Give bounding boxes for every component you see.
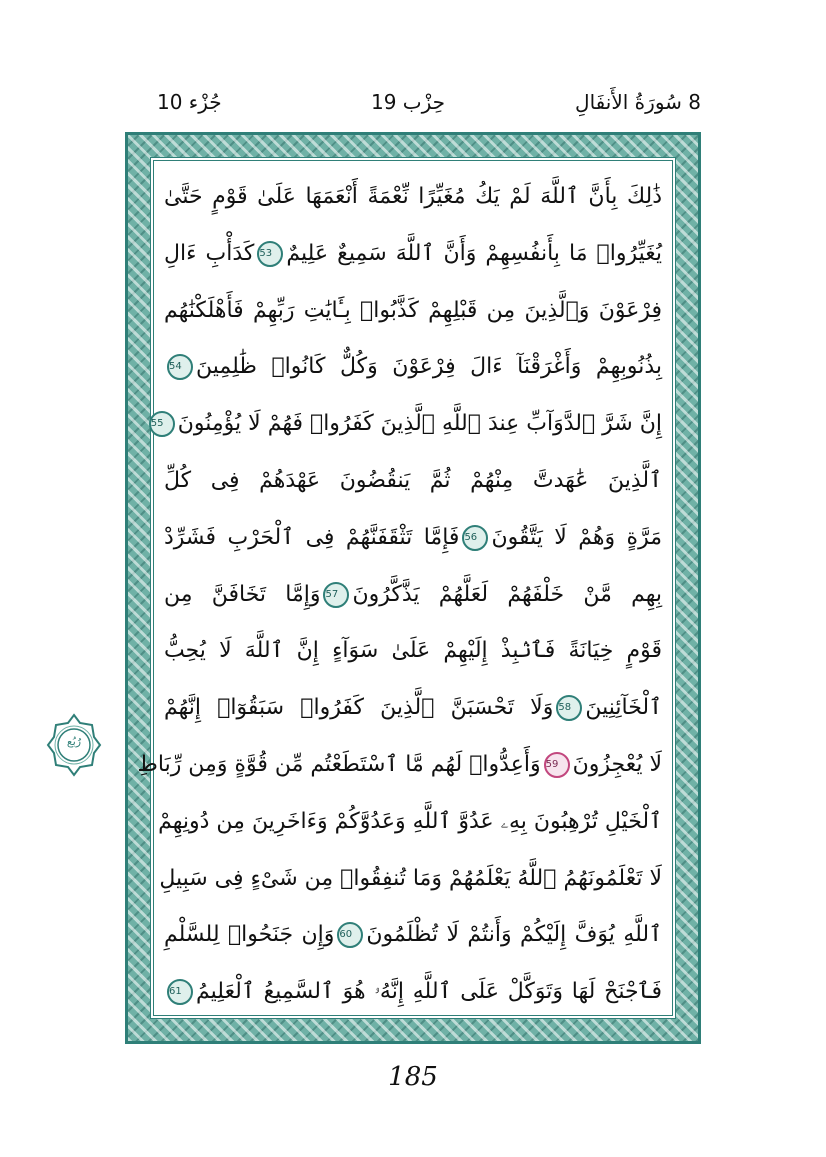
ayah-number-marker: 58 [556, 695, 582, 721]
verse-line [164, 226, 662, 283]
verse-text: ٱللَّهِ يُوَفَّ إِلَيْكُمْ وَأَنتُمْ لَا تُظْلَمُونَ [366, 922, 662, 948]
verse-text: قَوْمٍ خِيَانَةً فَٱنۢبِذْ إِلَيْهِمْ عَلَىٰ سَوَآءٍ إِنَّ ٱللَّهَ لَا يُحِبُّ [164, 638, 662, 664]
verse-line [159, 851, 662, 908]
verse-line [158, 794, 662, 851]
verse-text: وَلَا تَحْسَبَنَّ ٱلَّذِينَ كَفَرُوا۟ سَبَقُوٓا۟ إِنَّهُمْ [164, 695, 554, 721]
verse-line [164, 680, 662, 737]
verse-text: إِنَّ شَرَّ ٱلدَّوَآبِّ عِندَ ٱللَّهِ ٱلَّذِينَ كَفَرُوا۟ فَهُمْ لَا يُؤْمِنُونَ [177, 411, 662, 437]
ayah-number-marker: 53 [257, 241, 283, 267]
ornamental-frame [125, 132, 701, 1044]
rub-label: رُبُع [66, 735, 82, 748]
verse-text: ذَٰلِكَ بِأَنَّ ٱللَّهَ لَمْ يَكُ مُغَيِّرًا نِّعْمَةً أَنْعَمَهَا عَلَىٰ قَوْمٍ حَتَّىٰ [164, 184, 662, 209]
verse-line [164, 964, 662, 1021]
ayah-number-marker: 54 [167, 354, 193, 380]
ayah-number-marker: 56 [462, 525, 488, 551]
verse-text: فَٱجْنَحْ لَهَا وَتَوَكَّلْ عَلَى ٱللَّهِ إِنَّهُۥ هُوَ ٱلسَّمِيعُ ٱلْعَلِيمُ [196, 979, 662, 1005]
verse-line [164, 169, 662, 226]
verse-line [164, 907, 662, 964]
verse-line [137, 737, 662, 794]
rub-hizb-marker-icon [46, 713, 102, 777]
verse-line [164, 623, 662, 680]
verse-text: فِرْعَوْنَ وَٱلَّذِينَ مِن قَبْلِهِمْ كَذَّبُوا۟ بِـَٔايَٰتِ رَبِّهِمْ فَأَهْلَكْنَٰهُم [164, 297, 662, 323]
juz-label: جُزْء 10 [157, 90, 222, 114]
verse-text: لَا يُعْجِزُونَ [572, 751, 662, 777]
verse-line [164, 283, 662, 340]
verse-text: كَدَأْبِ ءَالِ [164, 240, 255, 266]
verse-text: وَإِمَّا تَخَافَنَّ مِن [164, 581, 321, 607]
ayah-number-marker: 57 [323, 582, 349, 608]
ayah-number-marker: 59 [544, 752, 570, 778]
page-header [125, 86, 701, 122]
verse-line [164, 453, 662, 510]
ayah-number-marker: 61 [167, 979, 193, 1005]
verse-text: وَأَعِدُّوا۟ لَهُم مَّا ٱسْتَطَعْتُم مِّن قُوَّةٍ وَمِن رِّبَاطِ [137, 751, 541, 777]
verse-text: بِذُنُوبِهِمْ وَأَغْرَقْنَآ ءَالَ فِرْعَوْنَ وَكُلٌّ كَانُوا۟ ظَٰلِمِينَ [196, 354, 662, 380]
ayah-number-marker: 55 [149, 411, 175, 437]
hizb-label: حِزْب 19 [371, 90, 446, 114]
page-number: 185 [388, 1062, 438, 1092]
verse-line [164, 510, 662, 567]
verse-text: فَإِمَّا تَثْقَفَنَّهُمْ فِى ٱلْحَرْبِ فَشَرِّدْ [164, 524, 460, 550]
verse-line [150, 396, 662, 453]
surah-title: 8 سُورَةُ الأَنفَالِ [575, 90, 701, 114]
ayah-number-marker: 60 [337, 922, 363, 948]
verse-text: ٱلْخَآئِنِينَ [585, 695, 662, 721]
text-panel [137, 157, 676, 1019]
verse-text: ٱلَّذِينَ عَٰهَدتَّ مِنْهُمْ ثُمَّ يَنقُضُونَ عَهْدَهُمْ فِى كُلِّ [164, 467, 662, 493]
verse-line [164, 567, 662, 624]
verse-text: مَرَّةٍ وَهُمْ لَا يَتَّقُونَ [491, 524, 662, 550]
verse-text: بِهِم مَّنْ خَلْفَهُمْ لَعَلَّهُمْ يَذَّكَّرُونَ [352, 581, 662, 607]
verse-lines [137, 169, 663, 1007]
verse-text: يُغَيِّرُوا۟ مَا بِأَنفُسِهِمْ وَأَنَّ ٱللَّهَ سَمِيعٌ عَلِيمٌ [286, 240, 663, 266]
verse-text: لَا تَعْلَمُونَهُمُ ٱللَّهُ يَعْلَمُهُمْ وَمَا تُنفِقُوا۟ مِن شَىْءٍ فِى سَبِيلِ [159, 865, 662, 891]
verse-text: وَإِن جَنَحُوا۟ لِلسَّلْمِ [164, 922, 335, 948]
verse-line [164, 339, 662, 396]
verse-text: ٱلْخَيْلِ تُرْهِبُونَ بِهِۦ عَدُوَّ ٱللَّهِ وَعَدُوَّكُمْ وَءَاخَرِينَ مِن دُونِهِمْ [158, 808, 662, 834]
